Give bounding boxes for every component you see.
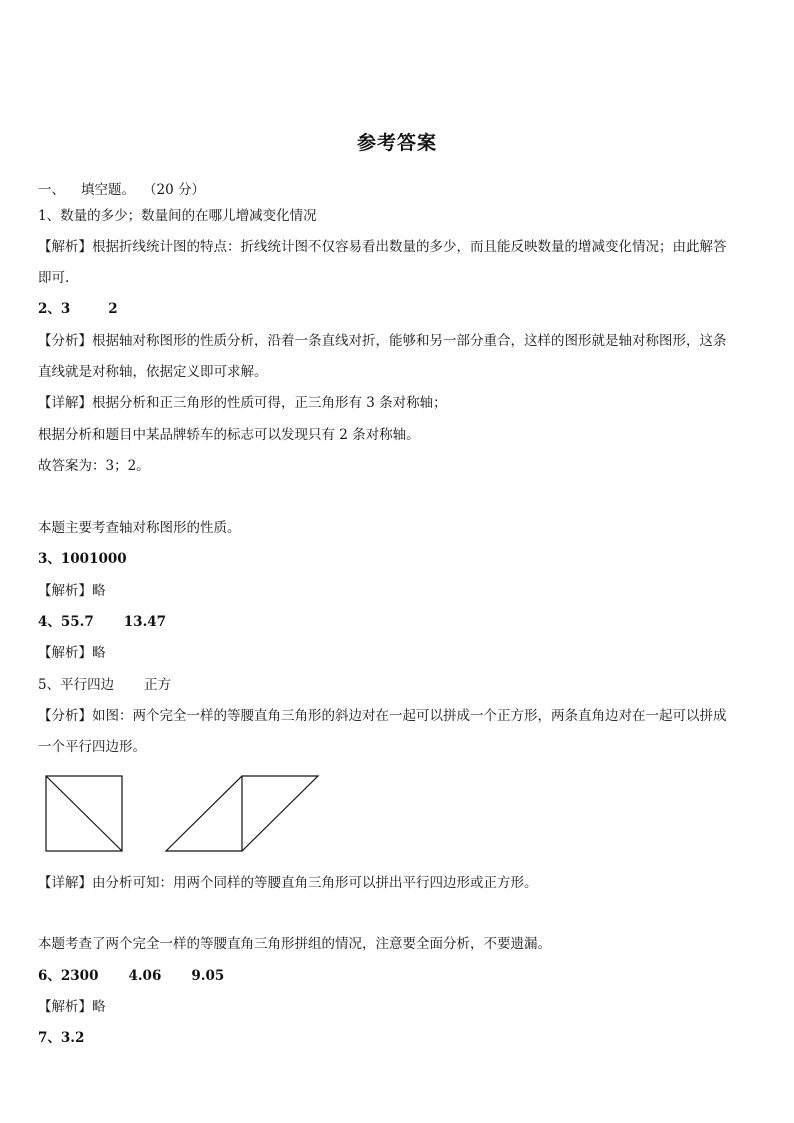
q2-final-answer: 故答案为：3；2。: [38, 458, 150, 474]
q5-figure: [38, 768, 338, 858]
parallelogram-figure: [166, 776, 318, 851]
q5-analysis-line2: 一个平行四边形。: [38, 739, 146, 755]
q5-answer-1: 5、平行四边: [38, 677, 115, 693]
q2-detail-line2: 根据分析和题目中某品牌轿车的标志可以发现只有 2 条对称轴。: [38, 427, 420, 443]
q2-analysis-line2: 直线就是对称轴，依据定义即可求解。: [38, 364, 268, 380]
section-name: 填空题。: [81, 182, 135, 198]
q3-answer: 3、1001000: [38, 551, 127, 567]
square-figure: [46, 776, 122, 851]
q6-answer-1: 6、2300: [38, 968, 99, 984]
q2-note: 本题主要考查轴对称图形的性质。: [38, 520, 241, 536]
q2-answer-2: 2: [108, 301, 118, 317]
q1-answer: 1、数量的多少；数量间的在哪儿增减变化情况: [38, 208, 317, 224]
section-heading: [38, 181, 760, 199]
q4-answer-1: 4、55.7: [38, 614, 94, 630]
q4-answer: [38, 613, 760, 631]
q5-answer: [38, 676, 760, 694]
q6-answer: [38, 967, 760, 985]
square-diagonal: [46, 776, 122, 851]
q2-answer: [38, 300, 760, 318]
q5-answer-2: 正方: [144, 677, 172, 693]
page-title: 参考答案: [356, 132, 437, 154]
q1-analysis-line2: 即可.: [38, 270, 70, 286]
q2-answer-1: 2、3: [38, 301, 71, 317]
q6-answer-3: 9.05: [191, 968, 225, 984]
q6-answer-2: 4.06: [128, 968, 162, 984]
q2-detail-line1: 【详解】根据分析和正三角形的性质可得，正三角形有 3 条对称轴；: [38, 395, 447, 411]
q5-analysis-line1: 【分析】如图：两个完全一样的等腰直角三角形的斜边对在一起可以拼成一个正方形，两条直角边对在一起可以拼成: [38, 708, 727, 724]
q6-analysis: 【解析】略: [38, 999, 106, 1015]
q4-analysis: 【解析】略: [38, 645, 106, 661]
q7-answer: 7、3.2: [38, 1030, 85, 1046]
q5-detail: 【详解】由分析可知：用两个同样的等腰直角三角形可以拼出平行四边形或正方形。: [38, 875, 538, 891]
q3-analysis: 【解析】略: [38, 583, 106, 599]
section-points: （20 分）: [143, 182, 205, 198]
q4-answer-2: 13.47: [123, 614, 167, 630]
section-label: 一、: [38, 182, 65, 198]
q1-analysis-line1: 【解析】根据折线统计图的特点：折线统计图不仅容易看出数量的多少，而且能反映数量的增减变化情况；由此解答: [38, 239, 727, 255]
q2-analysis-line1: 【分析】根据轴对称图形的性质分析，沿着一条直线对折，能够和另一部分重合，这样的图形就是轴对称图形，这条: [38, 333, 727, 349]
q5-note: 本题考查了两个完全一样的等腰直角三角形拼组的情况，注意要全面分析，不要遗漏。: [38, 936, 551, 952]
